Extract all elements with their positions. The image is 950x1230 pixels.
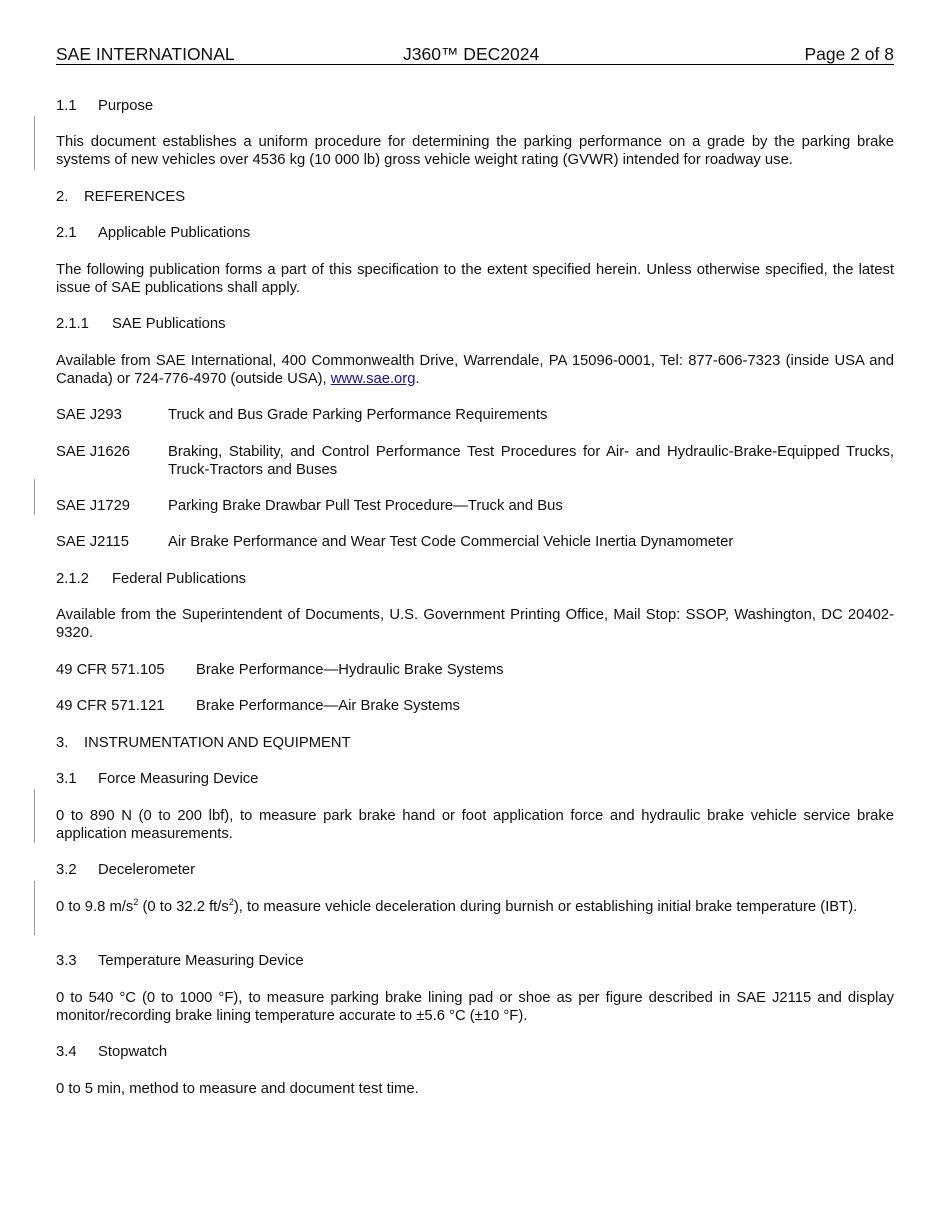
section-heading-3-3: 3.3 Temperature Measuring Device xyxy=(56,953,304,969)
change-bar xyxy=(34,789,35,843)
reference-entry: SAE J1729 Parking Brake Drawbar Pull Test Procedure—Truck and Bus xyxy=(56,498,563,514)
section-heading-3-1: 3.1 Force Measuring Device xyxy=(56,771,259,787)
paragraph-federal-availability: Available from the Superintendent of Documents, U.S. Government Printing Office, Mail Stop: SSOP, Washington, DC 20402-9320. xyxy=(56,607,894,641)
page-header xyxy=(56,44,894,65)
section-heading-2-1-1: 2.1.1 SAE Publications xyxy=(56,316,226,332)
section-heading-3: 3. INSTRUMENTATION AND EQUIPMENT xyxy=(56,735,351,751)
reference-entry: SAE J293 Truck and Bus Grade Parking Performance Requirements xyxy=(56,407,548,423)
header-publisher: SAE INTERNATIONAL xyxy=(56,44,235,64)
paragraph-force-device: 0 to 890 N (0 to 200 lbf), to measure park brake hand or foot application force and hydraulic brake vehicle service brake application measurements. xyxy=(56,808,894,842)
reference-entry: 49 CFR 571.105 Brake Performance—Hydraulic Brake Systems xyxy=(56,662,504,678)
reference-entry: 49 CFR 571.121 Brake Performance—Air Brake Systems xyxy=(56,698,460,714)
section-heading-2-1-2: 2.1.2 Federal Publications xyxy=(56,571,247,587)
section-heading-3-2: 3.2 Decelerometer xyxy=(56,862,196,878)
section-heading-2-1: 2.1 Applicable Publications xyxy=(56,225,251,241)
section-heading-1-1: 1.1 Purpose xyxy=(56,98,154,114)
change-bar xyxy=(34,479,35,515)
change-bar xyxy=(34,881,35,935)
section-heading-3-4: 3.4 Stopwatch xyxy=(56,1044,168,1060)
paragraph-purpose: This document establishes a uniform procedure for determining the parking performance on a grade by the parking brake systems of new vehicles over 4536 kg (10 000 lb) gross vehicle weight rating (GVWR) intended for roadway use. xyxy=(56,134,894,168)
paragraph-stopwatch: 0 to 5 min, method to measure and document test time. xyxy=(56,1081,419,1097)
header-page-number: Page 2 of 8 xyxy=(804,44,894,64)
section-heading-2: 2. REFERENCES xyxy=(56,189,186,205)
header-doc-id: J360™ DEC2024 xyxy=(403,44,540,64)
paragraph-applicable-publications: The following publication forms a part of this specification to the extent specified herein. Unless otherwise specified, the latest issue of SAE publications shall apply. xyxy=(56,262,894,296)
reference-entry: SAE J2115 Air Brake Performance and Wear Test Code Commercial Vehicle Inertia Dynamometer xyxy=(56,534,734,550)
reference-entry: SAE J1626 Braking, Stability, and Control Performance Test Procedures for Air- and Hydraulic-Brake-Equipped Trucks, Truck-Tractors and Buses xyxy=(56,444,894,478)
sae-website-link[interactable]: www.sae.org xyxy=(330,370,416,387)
paragraph-temperature-device: 0 to 540 °C (0 to 1000 °F), to measure parking brake lining pad or shoe as per figure described in SAE J2115 and display monitor/recording brake lining temperature accurate to ±5.6 °C (±10 °F). xyxy=(56,990,894,1024)
change-bar xyxy=(34,116,35,170)
paragraph-sae-availability: Available from SAE International, 400 Commonwealth Drive, Warrendale, PA 15096-0001, Tel: 877-606-7323 (inside USA and Canada) or 724-776-4970 (outside USA), www.sae.org. xyxy=(56,353,894,387)
paragraph-decelerometer: 0 to 9.8 $m/s^2$ (0 to 32.2 $ft/s^2$), to measure vehicle deceleration during burnish or establishing initial brake temperature (IBT). xyxy=(56,897,858,915)
